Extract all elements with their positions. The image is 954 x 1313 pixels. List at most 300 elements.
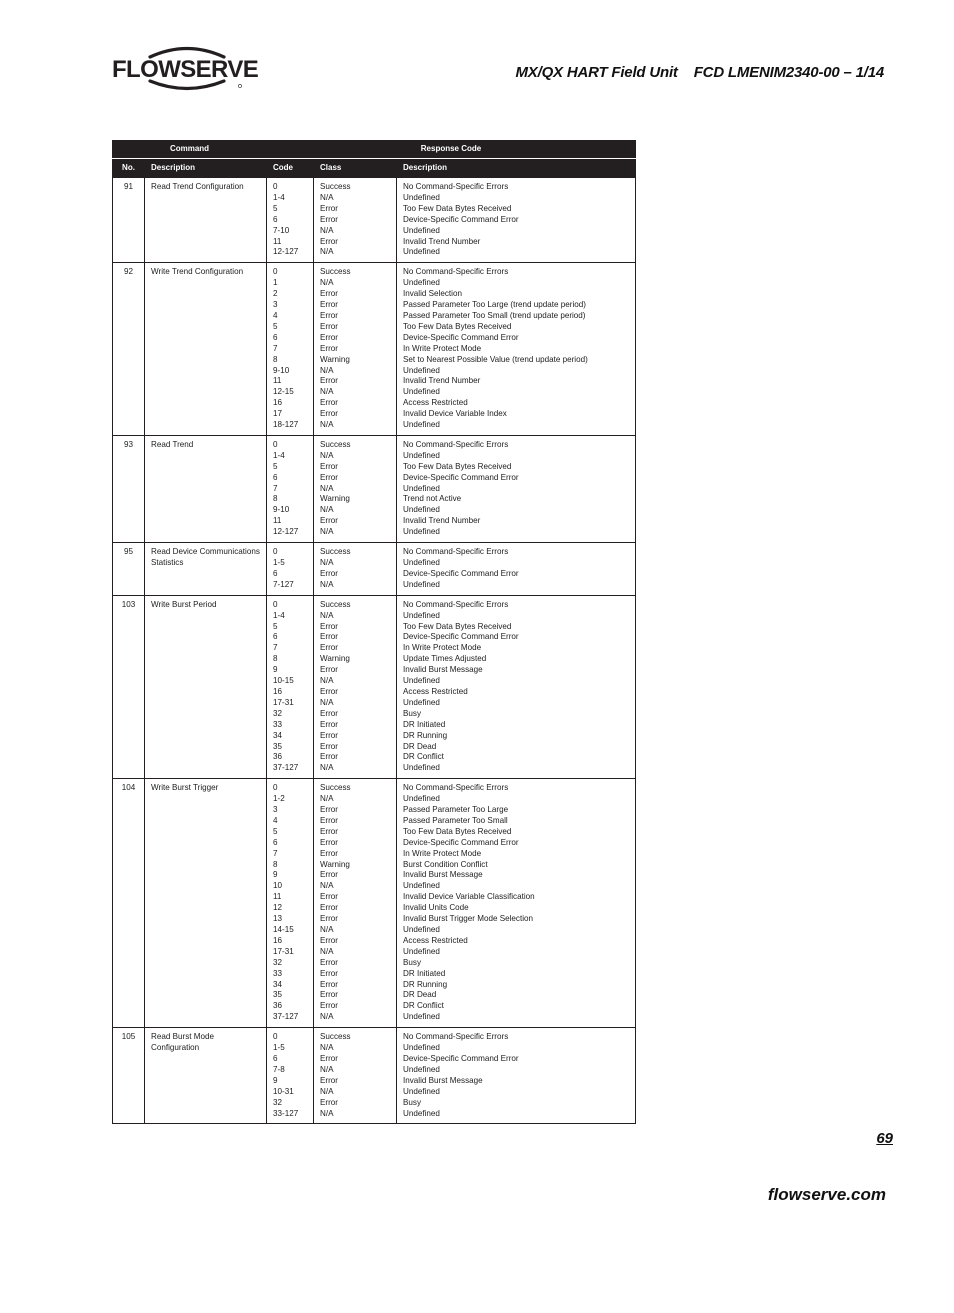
response-class: Error: [320, 914, 338, 924]
response-code: 7-10: [273, 225, 290, 235]
response-description: DR Conflict: [403, 752, 444, 762]
response-description: Invalid Burst Message: [403, 665, 483, 675]
response-class-cell: [314, 435, 397, 542]
response-description: DR Initiated: [403, 968, 446, 978]
response-code: 1-2: [273, 794, 285, 804]
response-class: Error: [320, 516, 338, 526]
response-code: 11: [273, 516, 282, 526]
response-class: Warning: [320, 859, 350, 869]
response-code: 16: [273, 398, 283, 408]
response-description: DR Dead: [403, 741, 437, 751]
response-code-table: [112, 140, 636, 1124]
response-class: Error: [320, 708, 338, 718]
response-description: Access Restricted: [403, 398, 468, 408]
response-code: 4: [273, 815, 278, 825]
response-description: DR Initiated: [403, 719, 446, 729]
response-description: Invalid Device Variable Index: [403, 409, 507, 419]
response-class: Warning: [320, 494, 350, 504]
response-description: Access Restricted: [403, 686, 468, 696]
response-description: Undefined: [403, 505, 440, 515]
response-code: 34: [273, 730, 283, 740]
product-name: MX/QX HART Field Unit: [515, 64, 678, 81]
response-code: 33: [273, 968, 283, 978]
response-description: Undefined: [403, 192, 440, 202]
response-code-cell: [267, 1028, 314, 1124]
response-class: Error: [320, 990, 338, 1000]
response-code: 32: [273, 957, 283, 967]
response-code: 7: [273, 848, 278, 858]
response-class: Error: [320, 289, 338, 299]
response-class: Error: [320, 321, 338, 331]
response-class: N/A: [320, 763, 334, 773]
response-code: 1-5: [273, 558, 285, 567]
response-code: 7-8: [273, 1064, 285, 1074]
response-description: Device-Specific Command Error: [403, 214, 519, 224]
command-description: Read Trend: [145, 435, 267, 542]
response-class: N/A: [320, 610, 334, 620]
response-code: 12-127: [273, 527, 299, 537]
response-description: Too Few Data Bytes Received: [403, 621, 512, 631]
response-class: Error: [320, 203, 338, 213]
response-code: 1-4: [273, 192, 285, 202]
response-code: 7: [273, 343, 278, 353]
response-description: Undefined: [403, 925, 440, 934]
response-class: Error: [320, 343, 338, 353]
response-code: 12: [273, 903, 283, 913]
response-description: Undefined: [403, 1108, 440, 1118]
response-class: Error: [320, 376, 338, 386]
response-class: Error: [320, 968, 338, 978]
response-class: Error: [320, 935, 338, 945]
document-header: [516, 64, 884, 81]
response-code-cell: [267, 435, 314, 542]
response-description: Passed Parameter Too Large (trend update period): [403, 300, 586, 310]
response-code: 6: [273, 632, 278, 642]
response-code-cell: [267, 263, 314, 436]
response-code-cell: [267, 543, 314, 596]
response-code: 17-31: [273, 946, 294, 956]
response-code: 6: [273, 1053, 278, 1063]
response-description-cell: [397, 779, 636, 1028]
response-description: DR Running: [403, 730, 448, 740]
response-class: N/A: [320, 1086, 334, 1096]
response-description: Undefined: [403, 420, 440, 430]
response-description: Undefined: [403, 1043, 440, 1053]
response-class: Error: [320, 300, 338, 310]
response-code: 8: [273, 654, 278, 664]
response-class: N/A: [320, 881, 334, 891]
response-class: Error: [320, 236, 338, 246]
response-class: Error: [320, 805, 338, 815]
command-description: Read Trend Configuration: [145, 178, 267, 263]
response-description: Undefined: [403, 483, 440, 493]
command-number: 95: [113, 543, 145, 596]
response-description: Too Few Data Bytes Received: [403, 461, 512, 471]
response-class: N/A: [320, 1012, 334, 1022]
column-header-class: Class: [314, 159, 397, 178]
response-class-cell: [314, 178, 397, 263]
response-description: Passed Parameter Too Large: [403, 805, 509, 815]
response-description: Passed Parameter Too Small: [403, 815, 508, 825]
response-description: Undefined: [403, 946, 440, 956]
response-description: Busy: [403, 1097, 421, 1107]
response-description: Busy: [403, 708, 421, 718]
response-code: 3: [273, 300, 278, 310]
command-description: Write Burst Period: [145, 595, 267, 779]
response-code: 0: [273, 182, 278, 191]
response-code: 0: [273, 1032, 278, 1042]
response-description: No Command-Specific Errors: [403, 439, 509, 449]
response-class: Error: [320, 741, 338, 751]
response-description: Device-Specific Command Error: [403, 837, 519, 847]
column-header-no: No.: [113, 159, 145, 178]
response-class: Error: [320, 398, 338, 408]
response-class: N/A: [320, 697, 334, 707]
response-class: N/A: [320, 450, 334, 460]
response-class: Error: [320, 409, 338, 419]
table-body: [113, 178, 636, 1124]
response-description: Busy: [403, 957, 421, 967]
response-class-cell: [314, 1028, 397, 1124]
command-number: 92: [113, 263, 145, 436]
response-code: 6: [273, 214, 278, 224]
response-class: Success: [320, 182, 351, 191]
response-code: 8: [273, 859, 278, 869]
response-code: 9: [273, 665, 278, 675]
response-description-cell: [397, 1028, 636, 1124]
response-description: Undefined: [403, 1064, 440, 1074]
response-description-cell: [397, 178, 636, 263]
response-code: 37-127: [273, 763, 299, 773]
command-number: 104: [113, 779, 145, 1028]
response-description: Device-Specific Command Error: [403, 1053, 519, 1063]
logo-wordmark: FLOWSERVE: [112, 56, 259, 83]
response-code-cell: [267, 178, 314, 263]
response-class-cell: [314, 779, 397, 1028]
response-code: 36: [273, 1001, 283, 1011]
response-description: Set to Nearest Possible Value (trend update period): [403, 354, 588, 364]
response-description: Undefined: [403, 278, 440, 288]
response-code: 9-10: [273, 505, 290, 515]
website: flowserve.com: [767, 1185, 886, 1204]
response-class: Error: [320, 665, 338, 675]
response-description: Invalid Burst Message: [403, 1075, 483, 1085]
group-header-row: [113, 141, 636, 159]
response-description: Undefined: [403, 610, 440, 620]
response-code: 32: [273, 1097, 283, 1107]
response-class: Error: [320, 848, 338, 858]
response-class: Error: [320, 686, 338, 696]
response-class: Success: [320, 439, 351, 449]
response-description: Burst Condition Conflict: [403, 859, 488, 869]
response-code: 37-127: [273, 1012, 299, 1022]
command-description: Read Burst Mode Configuration: [145, 1028, 267, 1124]
response-description: In Write Protect Mode: [403, 343, 482, 353]
response-class: Error: [320, 214, 338, 224]
response-class: N/A: [320, 247, 334, 257]
response-class: Error: [320, 752, 338, 762]
response-class: N/A: [320, 527, 334, 537]
response-code: 34: [273, 979, 283, 989]
response-class: Error: [320, 1001, 338, 1011]
response-class: Error: [320, 472, 338, 482]
response-description: Passed Parameter Too Small (trend update period): [403, 310, 586, 320]
response-code: 5: [273, 203, 278, 213]
response-description: Invalid Trend Number: [403, 376, 481, 386]
response-description: Invalid Burst Trigger Mode Selection: [403, 914, 534, 924]
response-class: Error: [320, 461, 338, 471]
response-code: 10-31: [273, 1086, 294, 1096]
response-code: 5: [273, 461, 278, 471]
response-code: 16: [273, 935, 283, 945]
response-code: 9-10: [273, 365, 290, 375]
response-code: 4: [273, 310, 278, 320]
response-class: N/A: [320, 579, 334, 589]
response-description: Too Few Data Bytes Received: [403, 203, 512, 213]
response-code: 11: [273, 376, 282, 386]
response-description: Invalid Trend Number: [403, 516, 481, 526]
response-description: Invalid Burst Message: [403, 870, 483, 880]
response-code: 16: [273, 686, 283, 696]
response-class: N/A: [320, 505, 334, 515]
command-number: 91: [113, 178, 145, 263]
response-code: 35: [273, 741, 283, 751]
response-description: Undefined: [403, 387, 440, 397]
response-code-cell: [267, 595, 314, 779]
response-description: Device-Specific Command Error: [403, 568, 519, 578]
response-description: No Command-Specific Errors: [403, 182, 509, 191]
response-class: Success: [320, 267, 351, 277]
response-code: 33-127: [273, 1108, 299, 1118]
response-class: N/A: [320, 794, 334, 804]
command-group-header: Command: [113, 141, 267, 159]
response-description: No Command-Specific Errors: [403, 267, 509, 277]
response-class: Warning: [320, 354, 350, 364]
command-number: 103: [113, 595, 145, 779]
response-class: N/A: [320, 1064, 334, 1074]
response-class: Success: [320, 547, 351, 557]
response-code: 10: [273, 881, 283, 891]
response-code: 32: [273, 708, 283, 718]
response-code: 14-15: [273, 925, 294, 934]
response-class: N/A: [320, 192, 334, 202]
response-class: N/A: [320, 365, 334, 375]
response-description-cell: [397, 543, 636, 596]
response-class: Success: [320, 599, 351, 609]
response-code: 13: [273, 914, 283, 924]
response-class: N/A: [320, 387, 334, 397]
response-description: DR Conflict: [403, 1001, 444, 1011]
page-number: 69: [876, 1130, 893, 1147]
response-class: Error: [320, 568, 338, 578]
response-code: 17-31: [273, 697, 294, 707]
table-row: [113, 1028, 636, 1124]
response-code: 6: [273, 837, 278, 847]
response-description: Undefined: [403, 450, 440, 460]
response-code: 5: [273, 321, 278, 331]
response-code-cell: [267, 779, 314, 1028]
column-header-row: [113, 159, 636, 178]
response-class: N/A: [320, 558, 334, 567]
response-class: N/A: [320, 483, 334, 493]
response-code: 8: [273, 494, 278, 504]
response-code: 11: [273, 236, 282, 246]
response-description: DR Running: [403, 979, 448, 989]
response-class: N/A: [320, 925, 334, 934]
response-description: In Write Protect Mode: [403, 643, 482, 653]
response-code: 10-15: [273, 676, 294, 686]
response-code: 0: [273, 267, 278, 277]
response-class: Success: [320, 1032, 351, 1042]
document-code: FCD LMENIM2340-00 – 1/14: [693, 64, 884, 81]
response-description: Undefined: [403, 676, 440, 686]
response-code: 1-4: [273, 610, 285, 620]
response-code: 18-127: [273, 420, 299, 430]
response-code: 2: [273, 289, 278, 299]
response-description: Invalid Units Code: [403, 903, 469, 913]
response-code: 7: [273, 483, 278, 493]
response-description: No Command-Specific Errors: [403, 599, 509, 609]
response-description: Invalid Selection: [403, 289, 462, 299]
response-code: 12-15: [273, 387, 294, 397]
command-number: 93: [113, 435, 145, 542]
response-description: Undefined: [403, 247, 440, 257]
response-class: Error: [320, 621, 338, 631]
response-code: 6: [273, 332, 278, 342]
response-class-cell: [314, 543, 397, 596]
response-code: 0: [273, 439, 278, 449]
response-class: Error: [320, 979, 338, 989]
flowserve-logo-mark: [112, 44, 262, 94]
table-row: [113, 178, 636, 263]
response-class: Error: [320, 1053, 338, 1063]
response-description: In Write Protect Mode: [403, 848, 482, 858]
response-class: Error: [320, 892, 338, 902]
response-code: 5: [273, 621, 278, 631]
response-code: 7-127: [273, 579, 294, 589]
table-row: [113, 263, 636, 436]
command-number: 105: [113, 1028, 145, 1124]
response-class: Warning: [320, 654, 350, 664]
response-description: Undefined: [403, 527, 440, 537]
response-description: Undefined: [403, 794, 440, 804]
response-class: Error: [320, 1075, 338, 1085]
response-code: 0: [273, 599, 278, 609]
response-class: Error: [320, 903, 338, 913]
response-class: N/A: [320, 676, 334, 686]
response-class: N/A: [320, 225, 334, 235]
response-class: N/A: [320, 1108, 334, 1118]
response-description: Undefined: [403, 1086, 440, 1096]
response-class: N/A: [320, 1043, 334, 1053]
response-description: No Command-Specific Errors: [403, 783, 509, 793]
table-row: [113, 435, 636, 542]
response-class: Error: [320, 332, 338, 342]
response-description: DR Dead: [403, 990, 437, 1000]
response-code: 11: [273, 892, 282, 902]
response-description: Undefined: [403, 1012, 440, 1022]
response-code: 7: [273, 643, 278, 653]
response-code: 6: [273, 568, 278, 578]
response-class: Error: [320, 632, 338, 642]
response-description: Undefined: [403, 558, 440, 567]
response-class: Error: [320, 870, 338, 880]
column-header-code-description: Description: [397, 159, 636, 178]
response-class: Error: [320, 957, 338, 967]
response-code: 33: [273, 719, 283, 729]
response-code: 8: [273, 354, 278, 364]
response-code: 1: [273, 278, 278, 288]
column-header-code: Code: [267, 159, 314, 178]
response-class: Error: [320, 1097, 338, 1107]
response-description: Invalid Device Variable Classification: [403, 892, 535, 902]
response-description: Undefined: [403, 763, 440, 773]
response-code: 36: [273, 752, 283, 762]
table-row: [113, 779, 636, 1028]
response-description: Device-Specific Command Error: [403, 632, 519, 642]
command-description: Write Trend Configuration: [145, 263, 267, 436]
response-description: Undefined: [403, 881, 440, 891]
response-description: Too Few Data Bytes Received: [403, 826, 512, 836]
response-description-cell: [397, 263, 636, 436]
response-code: 6: [273, 472, 278, 482]
response-class: N/A: [320, 278, 334, 288]
response-class: Error: [320, 310, 338, 320]
response-class: Error: [320, 719, 338, 729]
response-class: N/A: [320, 420, 334, 430]
response-description: No Command-Specific Errors: [403, 547, 509, 557]
response-description: Trend not Active: [403, 494, 462, 504]
response-code: 5: [273, 826, 278, 836]
response-description: Too Few Data Bytes Received: [403, 321, 512, 331]
response-code: 12-127: [273, 247, 299, 257]
response-code: 9: [273, 870, 278, 880]
response-description: Access Restricted: [403, 935, 468, 945]
table-row: [113, 543, 636, 596]
flowserve-logo: [112, 44, 262, 94]
response-class: Error: [320, 643, 338, 653]
response-class-cell: [314, 263, 397, 436]
response-description: Undefined: [403, 697, 440, 707]
response-code: 1-5: [273, 1043, 285, 1053]
response-class: Error: [320, 826, 338, 836]
command-description: Read Device Communications Statistics: [145, 543, 267, 596]
response-description: Invalid Trend Number: [403, 236, 481, 246]
response-description: Device-Specific Command Error: [403, 472, 519, 482]
response-description: No Command-Specific Errors: [403, 1032, 509, 1042]
response-description: Device-Specific Command Error: [403, 332, 519, 342]
response-code: 35: [273, 990, 283, 1000]
response-class: Error: [320, 815, 338, 825]
response-code-group-header: Response Code: [267, 141, 636, 159]
response-code: 0: [273, 783, 278, 793]
response-description-cell: [397, 435, 636, 542]
response-class: Error: [320, 837, 338, 847]
column-header-description: Description: [145, 159, 267, 178]
response-description: Undefined: [403, 365, 440, 375]
response-class: N/A: [320, 946, 334, 956]
response-class: Success: [320, 783, 351, 793]
response-description: Update Times Adjusted: [403, 654, 487, 664]
response-description: Undefined: [403, 579, 440, 589]
response-description-cell: [397, 595, 636, 779]
response-description: Undefined: [403, 225, 440, 235]
command-description: Write Burst Trigger: [145, 779, 267, 1028]
table-row: [113, 595, 636, 779]
response-code: 1-4: [273, 450, 285, 460]
response-code: 0: [273, 547, 278, 557]
response-code: 17: [273, 409, 283, 419]
